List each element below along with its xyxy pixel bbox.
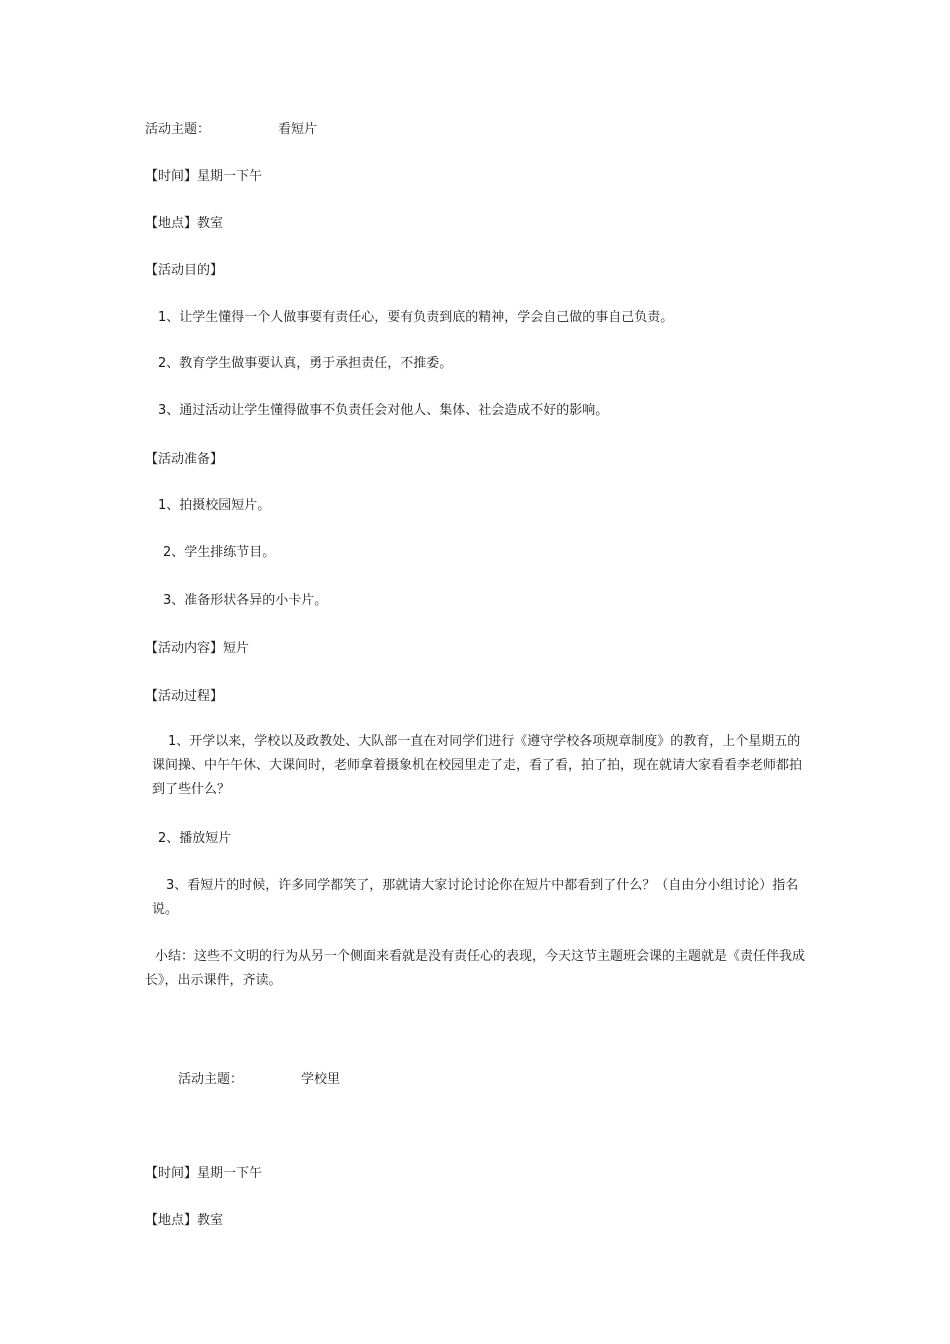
summary-paragraph: 小结：这些不文明的行为从另一个侧面来看就是没有责任心的表现，今天这节主题班会课的主题就是《责任伴我成长》，出示课件，齐读。 — [145, 949, 806, 988]
topic-label: 活动主题： — [145, 122, 211, 137]
purpose-item-3: 3、通过活动让学生懂得做事不负责任会对他人、集体、社会造成不好的影响。 — [158, 403, 609, 418]
purpose-item-2: 2、教育学生做事要认真，勇于承担责任，不推委。 — [158, 356, 453, 371]
time-line: 【时间】星期一下午 — [145, 169, 263, 184]
time-line-2: 【时间】星期一下午 — [145, 1166, 263, 1181]
place-line-2: 【地点】教室 — [145, 1213, 224, 1228]
prep-item-3: 3、准备形状各异的小卡片。 — [163, 593, 328, 608]
topic-value: 看短片 — [278, 122, 318, 137]
prep-item-2: 2、学生排练节目。 — [163, 545, 276, 560]
topic-value: 学校里 — [301, 1072, 341, 1087]
purpose-item-1: 1、让学生懂得一个人做事要有责任心，要有负责到底的精神，学会自己做的事自己负责。 — [158, 310, 674, 325]
topic-line-1 — [145, 118, 317, 142]
content-line: 【活动内容】短片 — [145, 641, 250, 656]
prep-heading: 【活动准备】 — [145, 452, 224, 467]
process-item-2: 2、播放短片 — [158, 831, 232, 846]
prep-item-1: 1、拍摄校园短片。 — [158, 498, 271, 513]
topic-line-2 — [178, 1068, 340, 1092]
process-heading: 【活动过程】 — [145, 689, 224, 704]
place-line: 【地点】教室 — [145, 216, 224, 231]
purpose-heading: 【活动目的】 — [145, 263, 224, 278]
topic-label: 活动主题： — [178, 1072, 244, 1087]
process-item-1: 1、开学以来，学校以及政教处、大队部一直在对同学们进行《遵守学校各项规章制度》的教育，上个星期五的课间操、中午午休、大课间时，老师拿着摄象机在校园里走了走，看了看，拍了拍，现在就请大家看看李老师都拍到了些什么？ — [152, 734, 803, 797]
process-item-3: 3、看短片的时候，许多同学都笑了，那就请大家讨论讨论你在短片中都看到了什么？（自由分小组讨论）指名说。 — [152, 878, 799, 917]
